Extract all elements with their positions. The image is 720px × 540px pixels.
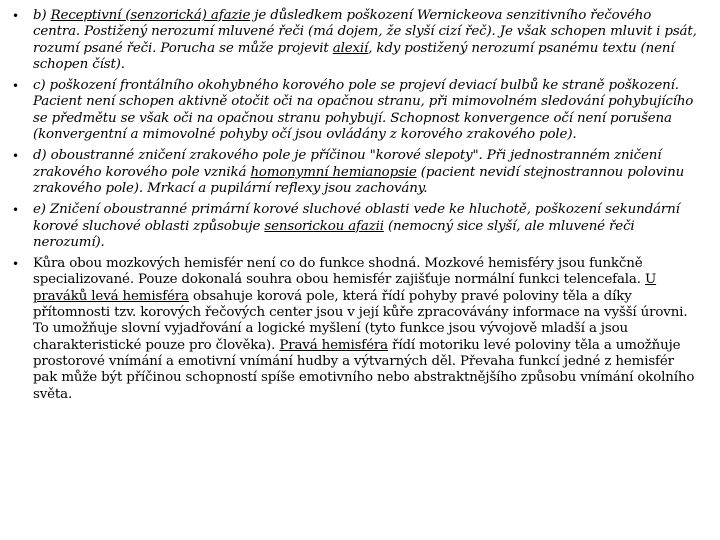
bullet-dot-icon: • [12,9,19,23]
paragraph-text: c) poškození frontálního okohybného korového pole se projeví deviací bulbů ke straně poškození. Pacient není schopen aktivně otočit oči na opačnou stranu, při mimovolném sledování pohybujícího se předmětu se však oči na opačnou stranu pohybují. Schopnost konvergence očí není porušena (konvergentní a mimovolné pohyby očí jsou ovládány z korového zrakového pole). [33,78,694,143]
bullet-item [12,148,702,197]
underlined-term: sensorickou afazii [264,218,384,234]
underlined-term: Receptivní (senzorická) afazie [50,8,251,23]
bullet-item [12,78,702,143]
paragraph-text: , kdy postižený nerozumí psanému textu (není schopen číst). [33,40,675,72]
bullet-dot-icon: • [12,203,19,218]
underlined-term: Pravá hemisféra [279,337,388,353]
paragraph-text: d) oboustranné zničení zrakového pole je příčinou "korové slepoty". Při jednostranném zničení zrakového korového pole vzniká [33,148,662,180]
bullet-list [12,8,702,408]
underlined-term: U praváků levá hemisféra [33,272,657,304]
bullet-dot-icon: • [12,149,19,164]
bullet-item [12,202,702,251]
bullet-dot-icon: • [12,257,19,272]
paragraph-text: je důsledkem poškození Wernickeova senzitivního řečového centra. Postižený nerozumí mluvené řeči (má dojem, že slyší cizí řeč). Je však schopen mluvit i psát, rozumí psané řeči. Porucha se může projevit [33,8,697,56]
underlined-term: homonymní hemianopsie [250,164,417,180]
paragraph-text: řídí motoriku levé poloviny těla a umožňuje prostorové vnímání a emotivní vnímání hudby a výtvarných děl. Převaha funkcí jedné z hemisfér pak může být příčinou schopností spíše emotivního nebo abstraktnějšího způsobu vnímání okolního světa. [33,337,695,402]
bullet-item [12,8,702,73]
paragraph-text: b) [33,8,51,23]
paragraph-text: (pacient nevidí stejnostrannou polovinu zrakového pole). Mrkací a pupilární reflexy jsou zachovány. [33,164,685,196]
bullet-item [12,256,702,403]
paragraph-text: Kůra obou mozkových hemisfér není co do funkce shodná. Mozkové hemisféry jsou funkčně specializované. Pouze dokonalá souhra obou hemisfér zajišťuje normální funkci telencefala. [33,256,645,288]
paragraph-text: e) Zničení oboustranné primární korové sluchové oblasti vede ke hluchotě, poškození sekundární korové sluchové oblasti způsobuje [33,202,680,234]
paragraph-text: obsahuje korová pole, která řídí pohyby pravé poloviny těla a díky přítomnosti tzv. korových řečových center jsou v její kůře zpracovávány informace na vyšší úrovni. To umožňuje slovní vyjadřování a logické myšlení (tyto funkce jsou vývojově mladší a jsou charakteristické pouze pro člověka). [33,288,688,353]
bullet-dot-icon: • [12,79,19,94]
underlined-term: alexií [332,40,369,56]
paragraph-text: (nemocný sice slyší, ale mluvené řeči nerozumí). [33,218,635,250]
